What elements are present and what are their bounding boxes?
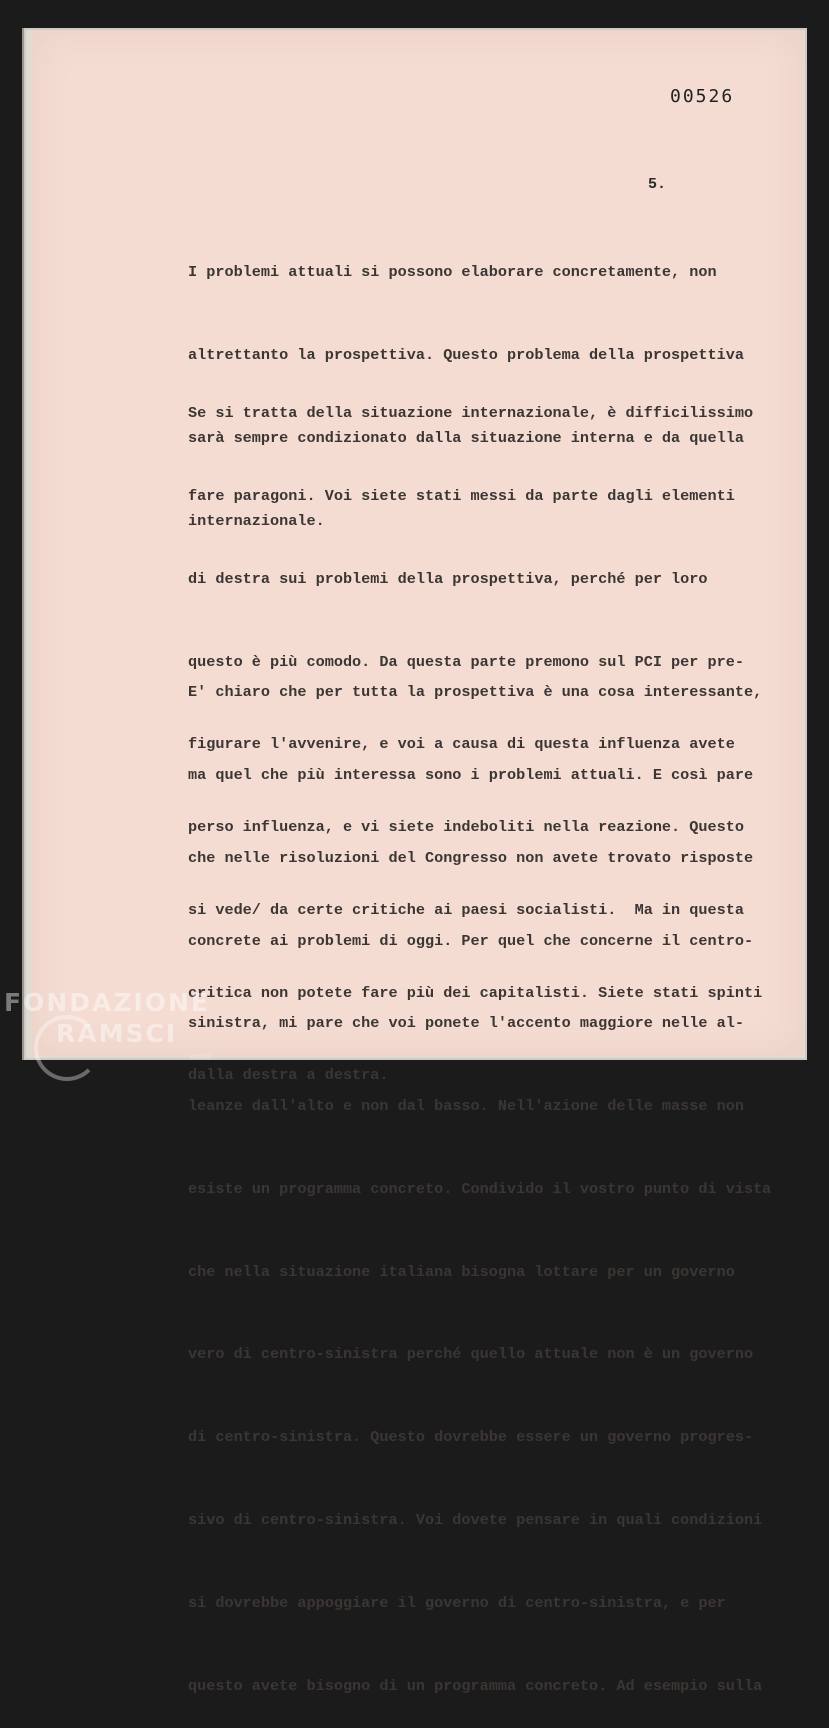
- text-line: critica non potete fare più dei capitalisti. Siete stati spinti: [188, 983, 763, 1002]
- text-line: leanze dall'alto e non dal basso. Nell'azione delle masse non: [188, 1097, 744, 1116]
- text-line: I problemi attuali si possono elaborare concretamente, non: [188, 263, 717, 282]
- text-line: che nella situazione italiana bisogna lottare per un governo: [188, 1262, 735, 1281]
- text-line: di destra sui problemi della prospettiva, perché per loro: [188, 569, 708, 588]
- paragraph-3: [188, 624, 771, 1728]
- text-line: dalla destra a destra.: [188, 1066, 389, 1085]
- text-line: si dovrebbe appoggiare il governo di centro-sinistra, e per: [188, 1593, 726, 1612]
- text-line: sinistra, mi pare che voi ponete l'accento maggiore nelle al-: [188, 1014, 744, 1033]
- text-line: sivo di centro-sinistra. Voi dovete pensare in quali condizioni: [188, 1511, 763, 1529]
- text-line: figurare l'avvenire, e voi a causa di questa influenza avete: [188, 735, 735, 754]
- text-line: si vede/ da certe critiche ai paesi socialisti. Ma in questa: [188, 900, 744, 919]
- text-line: questo è più comodo. Da questa parte premono sul PCI per pre-: [188, 652, 744, 671]
- text-line: di centro-sinistra. Questo dovrebbe essere un governo progres-: [188, 1428, 754, 1447]
- text-line: fare paragoni. Voi siete stati messi da parte dagli elementi: [188, 486, 735, 505]
- text-line: altrettanto la prospettiva. Questo problema della prospettiva: [188, 345, 744, 364]
- text-line: Se si tratta della situazione internazionale, è difficilissimo: [188, 404, 754, 423]
- text-line: vero di centro-sinistra perché quello attuale non è un governo: [188, 1345, 754, 1364]
- watermark-suffix: onlus: [190, 1052, 212, 1061]
- text-line: concrete ai problemi di oggi. Per quel che concerne il centro-: [188, 931, 754, 950]
- watermark-line-1: FONDAZIONE: [4, 988, 211, 1017]
- watermark-line-2-text: RAMSCI: [56, 1019, 178, 1048]
- gramsci-g-logo-icon: [34, 1015, 100, 1081]
- page-marker: 5.: [648, 176, 667, 193]
- text-line: perso influenza, e vi siete indeboliti nella reazione. Questo: [188, 818, 744, 837]
- text-line: internazionale.: [188, 511, 325, 530]
- text-line: esiste un programma concreto. Condivido il vostro punto di vista: [188, 1179, 772, 1198]
- text-line: che nelle risoluzioni del Congresso non avete trovato risposte: [188, 848, 754, 867]
- text-line: questo avete bisogno di un programma concreto. Ad esempio sulla: [188, 1676, 763, 1695]
- watermark-line-2: [4, 1019, 210, 1048]
- archive-number: 00526: [670, 86, 735, 107]
- text-line: ma quel che più interessa sono i problemi attuali. E così pare: [188, 765, 754, 784]
- text-line: sarà sempre condizionato dalla situazione interna e da quella: [188, 428, 744, 447]
- fondazione-gramsci-watermark: [4, 988, 210, 1048]
- text-line: E' chiaro che per tutta la prospettiva è una cosa interessante,: [188, 683, 763, 702]
